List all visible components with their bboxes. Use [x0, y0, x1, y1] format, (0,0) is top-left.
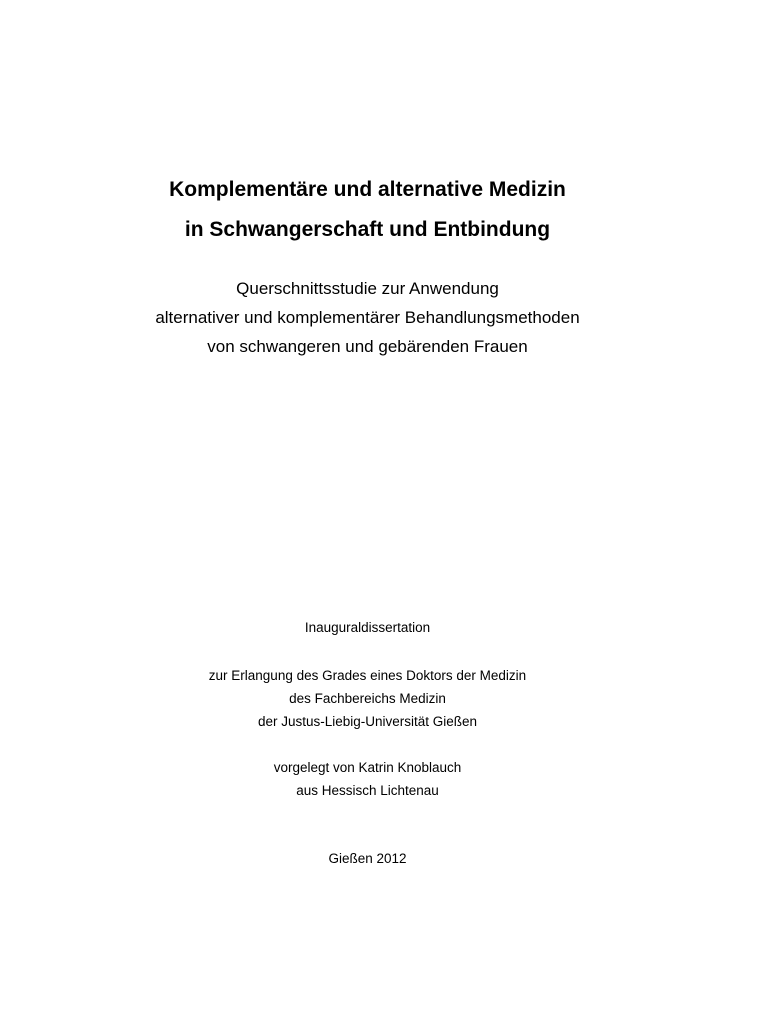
purpose-line-1: zur Erlangung des Grades eines Doktors der Medizin — [208, 668, 527, 683]
subtitle-line-1: Querschnittsstudie zur Anwendung — [236, 279, 499, 298]
title-line-2: in Schwangerschaft und Entbindung — [184, 218, 551, 241]
purpose-line-2: des Fachbereichs Medizin — [289, 691, 446, 706]
subtitle-line-2: alternativer und komplementärer Behandlungsmethoden — [155, 308, 580, 327]
place-date: Gießen 2012 — [328, 851, 407, 866]
author-line-2: aus Hessisch Lichtenau — [296, 783, 439, 798]
title-line-1: Komplementäre und alternative Medizin — [169, 178, 566, 201]
purpose-line-3: der Justus-Liebig-Universität Gießen — [257, 714, 478, 729]
author-line-1: vorgelegt von Katrin Knoblauch — [273, 760, 462, 775]
subtitle-line-3: von schwangeren und gebärenden Frauen — [207, 337, 528, 356]
dissertation-type: Inauguraldissertation — [304, 620, 431, 635]
